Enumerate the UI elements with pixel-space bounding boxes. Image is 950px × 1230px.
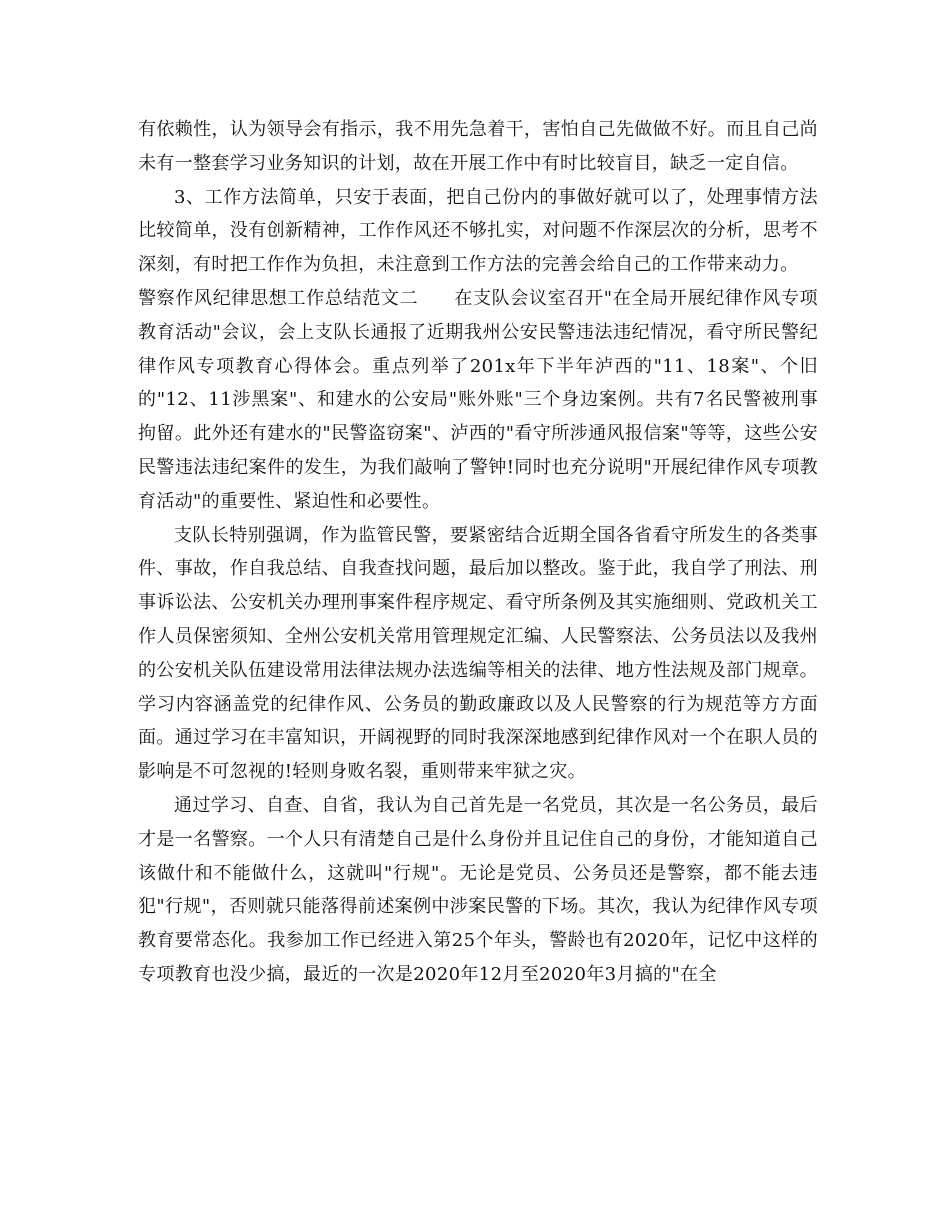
section-title: 警察作风纪律思想工作总结范文二 bbox=[138, 287, 419, 309]
section-paragraph bbox=[138, 282, 818, 519]
paragraph-5: 通过学习、自查、自省，我认为自己首先是一名党员，其次是一名公务员，最后才是一名警察。一个人只有清楚自己是什么身份并且记住自己的身份，才能知道自己该做什和不能做什么，这就叫"行规"。无论是党员、公务员还是警察，都不能去违犯"行规"，否则就只能落得前述案例中涉案民警的下场。其次，我认为纪律作风专项教育要常态化。我参加工作已经进入第25个年头，警龄也有2020年，记忆中这样的专项教育也没少搞，最近的一次是2020年12月至2020年3月搞的"在全 bbox=[138, 794, 818, 985]
paragraph-1: 有依赖性，认为领导会有指示，我不用先急着干，害怕自己先做做不好。而且自己尚未有一整套学习业务知识的计划，故在开展工作中有时比较盲目，缺乏一定自信。 bbox=[138, 119, 818, 174]
section-first-paragraph: 在支队会议室召开"在全局开展纪律作风专项教育活动"会议，会上支队长通报了近期我州公安民警违法违纪情况，看守所民警纪律作风专项教育心得体会。重点列举了201x年下半年泸西的"11、18案"、个旧的"12、11涉黑案"、和建水的公安局"账外账"三个身边案例。共有7名民警被刑事拘留。此外还有建水的"民警盗窃案"、泸西的"看守所涉通风报信案"等等，这些公安民警违法违纪案件的发生，为我们敲响了警钟!同时也充分说明"开展纪律作风专项教育活动"的重要性、紧迫性和必要性。 bbox=[138, 287, 818, 512]
paragraph-4: 支队长特别强调，作为监管民警，要紧密结合近期全国各省看守所发生的各类事件、事故，作自我总结、自我查找问题，最后加以整改。鉴于此，我自学了刑法、刑事诉讼法、公安机关办理刑事案件程序规定、看守所条例及其实施细则、党政机关工作人员保密须知、全州公安机关常用管理规定汇编、人民警察法、公务员法以及我州的公安机关队伍建设常用法律法规办法选编等相关的法律、地方性法规及部门规章。学习内容涵盖党的纪律作风、公务员的勤政廉政以及人民警察的行为规范等方方面面。通过学习在丰富知识，开阔视野的同时我深深地感到纪律作风对一个在职人员的影响是不可忽视的!轻则身败名裂，重则带来牢狱之灾。 bbox=[138, 524, 818, 783]
document-body bbox=[138, 113, 818, 992]
paragraph-2: 3、工作方法简单，只安于表面，把自己份内的事做好就可以了，处理事情方法比较简单，没有创新精神，工作作风还不够扎实，对问题不作深层次的分析，思考不深刻，有时把工作作为负担，未注意到工作方法的完善会给自己的工作带来动力。 bbox=[138, 186, 818, 276]
